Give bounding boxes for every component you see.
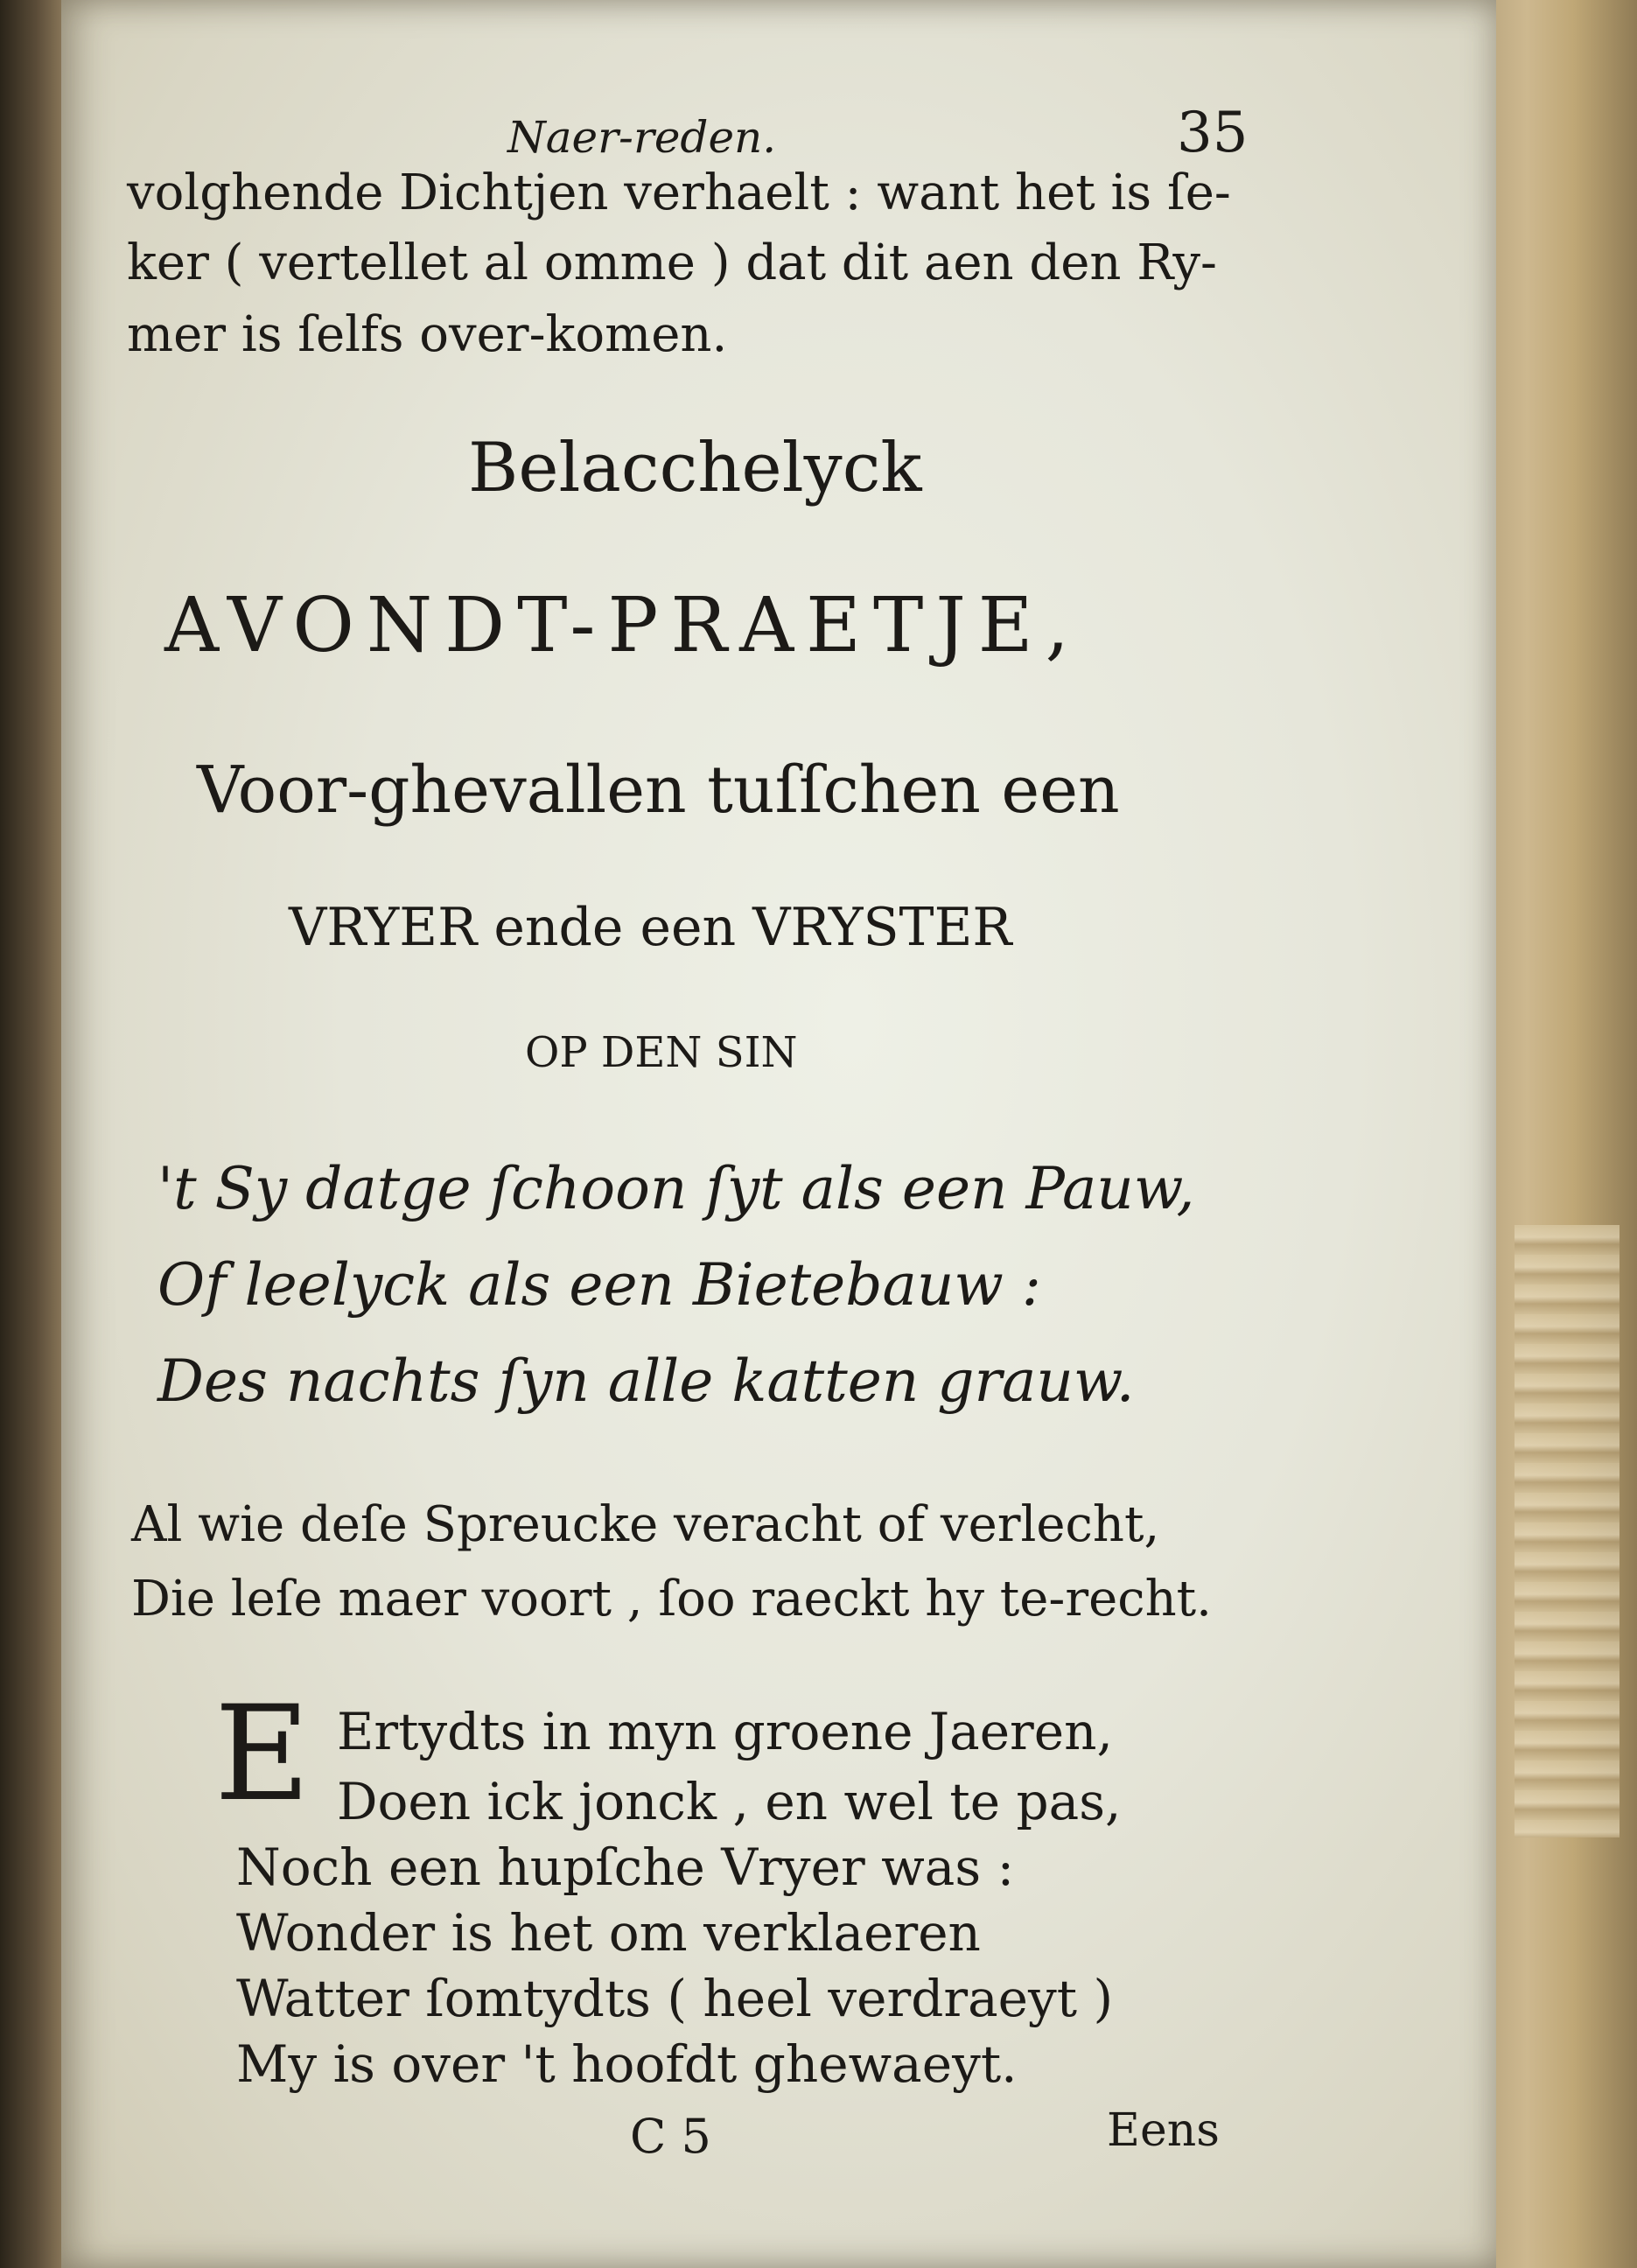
prose-line: mer is ſelfs over-komen. <box>127 306 728 363</box>
poem-line: Watter ſomtydts ( heel verdraeyt ) <box>236 1969 1114 2028</box>
book-page <box>61 0 1496 2268</box>
italic-verse-line: Des nachts ſyn alle katten grauw. <box>157 1348 1135 1415</box>
poem-line: Wonder is het om verklaeren <box>236 1903 981 1963</box>
running-title: Naer-reden. <box>507 112 777 163</box>
book-edge <box>1480 0 1637 2268</box>
catchword: Eens <box>1107 2104 1220 2157</box>
italic-verse-line: Of leelyck als een Bietebauw : <box>157 1251 1042 1319</box>
poem-line: Doen ick jonck , en wel te pas, <box>337 1772 1122 1831</box>
italic-verse-line: 't Sy datge ſchoon ſyt als een Pauw, <box>157 1155 1195 1222</box>
drop-cap: E <box>214 1678 311 1830</box>
prose-line: ker ( vertellet al omme ) dat dit aen den Ry- <box>127 234 1217 291</box>
motto-line: Die leſe maer voort , ſoo raeckt hy te-recht. <box>131 1571 1212 1628</box>
poem-line: My is over 't hoofdt ghewaeyt. <box>236 2034 1018 2094</box>
title-line-3: Voor-ghevallen tuſſchen een <box>197 752 1120 828</box>
poem-line: Ertydts in myn groene Jaeren, <box>337 1702 1113 1761</box>
page-number: 35 <box>1177 101 1249 165</box>
title-line-5: OP DEN SIN <box>525 1028 798 1077</box>
signature-mark: C 5 <box>630 2109 711 2164</box>
motto-line: Al wie deſe Spreucke veracht of verlecht, <box>131 1496 1160 1553</box>
prose-line: volghende Dichtjen verhaelt : want het is ſe- <box>127 164 1231 221</box>
title-line-4: VRYER ende een VRYSTER <box>289 897 1012 958</box>
poem-line: Noch een hupſche Vryer was : <box>236 1838 1015 1897</box>
title-line-2: AVONDT-PRAETJE, <box>164 582 1081 669</box>
left-gutter <box>0 0 66 2268</box>
title-line-1: Belacchelyck <box>468 429 922 508</box>
